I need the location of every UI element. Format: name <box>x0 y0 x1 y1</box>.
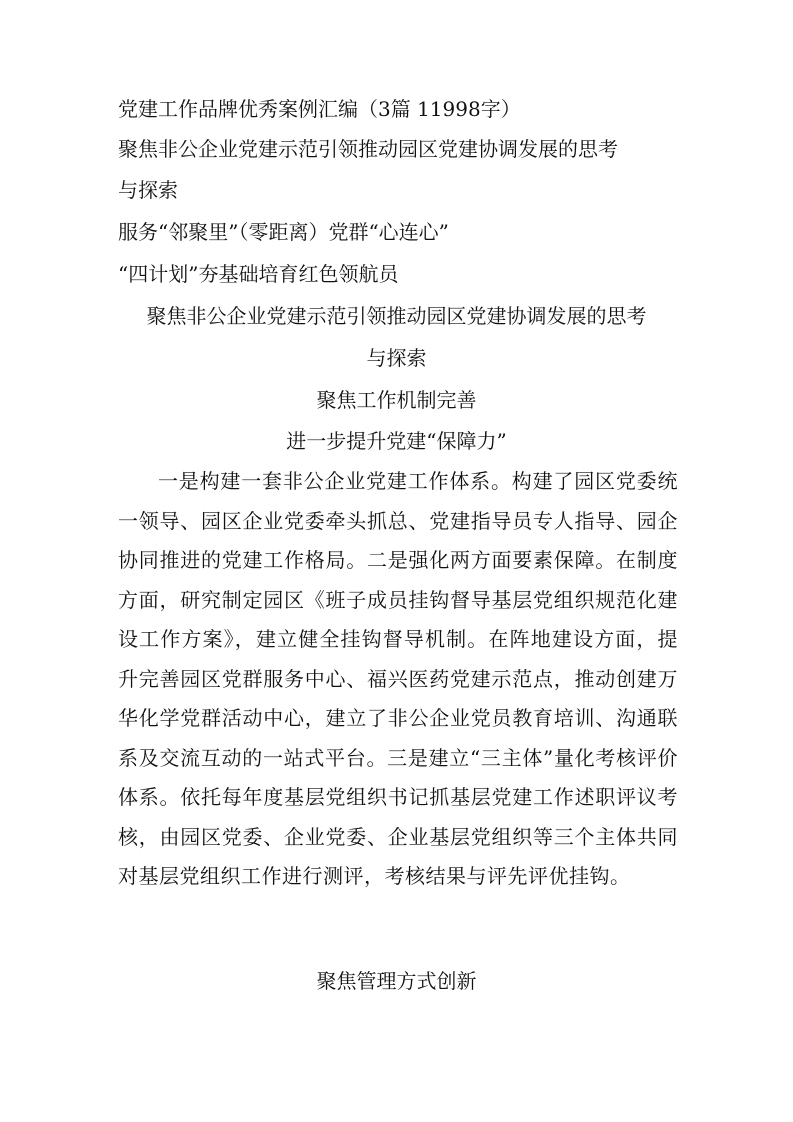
section-1-heading-line-2: 进一步提升党建“保障力” <box>286 429 507 453</box>
section-1-heading-line-1: 聚焦工作机制完善 <box>316 388 477 412</box>
toc-item-1: 聚焦非公企业党建示范引领推动园区党建协调发展的思考 <box>118 137 618 161</box>
article-title-line-2: 与探索 <box>366 346 427 370</box>
toc-item-3: “四计划”夯基础培育红色领航员 <box>118 262 399 286</box>
section-1-body: 一是构建一套非公企业党建工作体系。构建了园区党委统一领导、园区企业党委牵头抓总、党建指导员专人指导、园企协同推进的党建工作格局。二是强化两方面要素保障。在制度方面，研究制定园区《班子成员挂钩督导基层党组织规范化建设工作方案》，建立健全挂钩督导机制。在阵地建设方面，提升完善园区党群服务中心、福兴医药党建示范点，推动创建万华化学党群活动中心，建立了非公企业党员教育培训、沟通联系及交流互动的一站式平台。三是建立“三主体”量化考核评价体系。依托每年度基层党组织书记抓基层党建工作述职评议考核，由园区党委、企业党委、企业基层党组织等三个主体共同对基层党组织工作进行测评，考核结果与评先评优挂钩。 <box>118 469 678 888</box>
section-2-heading: 聚焦管理方式创新 <box>316 969 477 993</box>
article-title-line-1: 聚焦非公企业党建示范引领推动园区党建协调发展的思考 <box>146 304 647 328</box>
toc-item-2: 服务“邻聚里”（零距离）党群“心连心” <box>118 220 449 244</box>
toc-item-1-continued: 与探索 <box>118 178 178 202</box>
toc-header: 党建工作品牌优秀案例汇编（3篇 11998字） <box>118 97 521 121</box>
